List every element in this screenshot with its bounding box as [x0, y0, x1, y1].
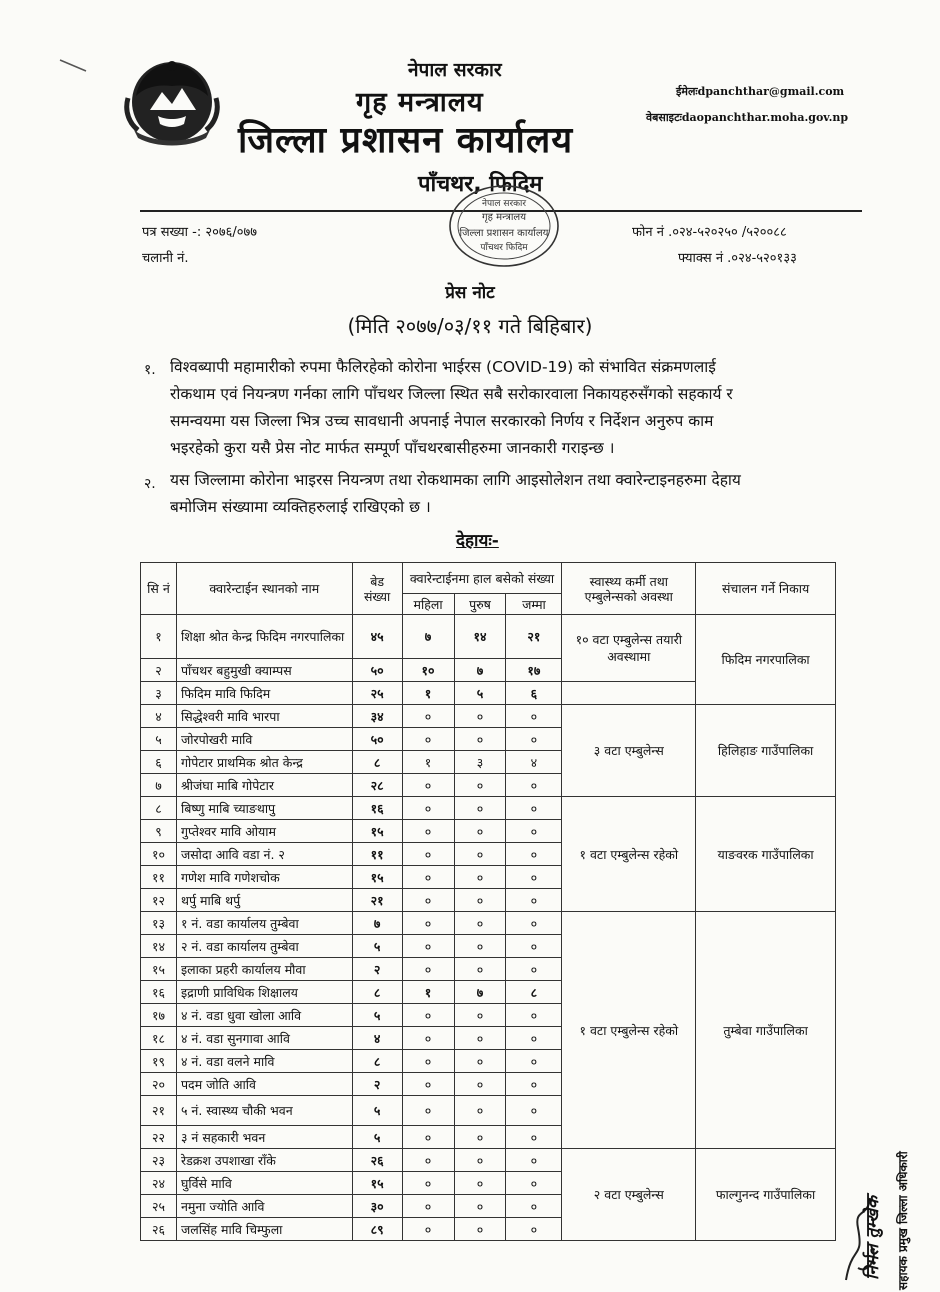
cell-female: ० [402, 1073, 454, 1096]
cell-name: बिष्णु माबि च्याङथापु [176, 797, 352, 820]
paragraph-2-line: बमोजिम संख्यामा व्यक्तिहरुलाई राखिएको छ । [170, 498, 431, 516]
cell-sn: १८ [141, 1027, 177, 1050]
cell-sn: १७ [141, 1004, 177, 1027]
cell-beds: ४५ [352, 615, 402, 659]
cell-female: ० [402, 1172, 454, 1195]
cell-male: ० [454, 705, 506, 728]
cell-total: ० [506, 843, 562, 866]
table-row [141, 912, 836, 935]
header-female: महिला [402, 594, 454, 615]
cell-female: ० [402, 843, 454, 866]
paragraph-2-number: २. [144, 476, 156, 492]
cell-beds: ३४ [352, 705, 402, 728]
header-sn: सि नं [141, 563, 177, 615]
cell-beds: ८९ [352, 1218, 402, 1241]
cell-total: ० [506, 1073, 562, 1096]
cell-total: १७ [506, 659, 562, 682]
cell-name: थर्पु माबि थर्पु [176, 889, 352, 912]
cell-female: ७ [402, 615, 454, 659]
cell-beds: ८ [352, 981, 402, 1004]
cell-total: ८ [506, 981, 562, 1004]
cell-sn: १४ [141, 935, 177, 958]
cell-female: १ [402, 981, 454, 1004]
stamp-line-4: पाँचथर फिदिम [480, 243, 528, 253]
cell-male: ३ [454, 751, 506, 774]
dispatch-number: चलानी नं. [142, 251, 189, 266]
cell-female: ० [402, 705, 454, 728]
cell-total: २१ [506, 615, 562, 659]
cell-name: इद्राणी प्राविधिक शिक्षालय [176, 981, 352, 1004]
header-health: स्वास्थ्य कर्मी तथा एम्बुलेन्सको अवस्था [562, 563, 696, 615]
cell-total: ० [506, 774, 562, 797]
cell-male: ० [454, 728, 506, 751]
cell-female: ० [402, 1149, 454, 1172]
website-line [646, 110, 848, 125]
cell-sn: ५ [141, 728, 177, 751]
cell-total: ० [506, 1218, 562, 1241]
cell-beds: १५ [352, 1172, 402, 1195]
cell-male: ० [454, 820, 506, 843]
office-name: जिल्ला प्रशासन कार्यालय [238, 120, 574, 161]
cell-female: ० [402, 889, 454, 912]
cell-sn: १५ [141, 958, 177, 981]
cell-female: ० [402, 1027, 454, 1050]
cell-total: ० [506, 1027, 562, 1050]
email-line [676, 84, 844, 99]
table-row [141, 1149, 836, 1172]
cell-beds: २ [352, 958, 402, 981]
cell-name: इलाका प्रहरी कार्यालय मौवा [176, 958, 352, 981]
cell-male: ० [454, 935, 506, 958]
cell-male: ० [454, 1195, 506, 1218]
cell-male: ० [454, 843, 506, 866]
cell-total: ४ [506, 751, 562, 774]
header-male: पुरुष [454, 594, 506, 615]
cell-sn: ३ [141, 682, 177, 705]
table-row [141, 797, 836, 820]
cell-health: १ वटा एम्बुलेन्स रहेको [562, 912, 696, 1149]
cell-total: ० [506, 866, 562, 889]
cell-name: रेडक्रश उपशाखा राँके [176, 1149, 352, 1172]
cell-male: १४ [454, 615, 506, 659]
cell-female: ० [402, 728, 454, 751]
cell-operator: याङवरक गाउँपालिका [696, 797, 836, 912]
cell-beds: २५ [352, 682, 402, 705]
cell-health: ३ वटा एम्बुलेन्स [562, 705, 696, 797]
document-date: (मिति २०७७/०३/११ गते बिहिबार) [347, 314, 593, 338]
letter-number: पत्र सख्या -: २०७६/०७७ [142, 225, 258, 240]
cell-male: ० [454, 912, 506, 935]
cell-male: ० [454, 1096, 506, 1126]
cell-female: ० [402, 820, 454, 843]
cell-male: ० [454, 866, 506, 889]
cell-female: ० [402, 1126, 454, 1149]
cell-total: ० [506, 1149, 562, 1172]
header-operator: संचालन गर्ने निकाय [696, 563, 836, 615]
cell-name: पाँचथर बहुमुखी क्याम्पस [176, 659, 352, 682]
cell-sn: ४ [141, 705, 177, 728]
signature-scribble [838, 1148, 938, 1288]
cell-female: ० [402, 1004, 454, 1027]
paragraph-2-line: यस जिल्लामा कोरोना भाइरस नियन्त्रण तथा रोकथामका लागि आइसोलेशन तथा क्वारेन्टाइनहरुमा देहाय [170, 471, 741, 489]
cell-name: सिद्धेश्वरी मावि भारपा [176, 705, 352, 728]
cell-sn: २० [141, 1073, 177, 1096]
cell-total: ० [506, 889, 562, 912]
cell-operator: फाल्गुनन्द गाउँपालिका [696, 1149, 836, 1241]
cell-total: ० [506, 820, 562, 843]
cell-male: ० [454, 1149, 506, 1172]
signature-block [838, 1148, 938, 1288]
cell-beds: २६ [352, 1149, 402, 1172]
cell-female: ० [402, 958, 454, 981]
cell-total: ० [506, 705, 562, 728]
website-address: daopanchthar.moha.gov.np [681, 111, 849, 124]
cell-male: ० [454, 889, 506, 912]
stamp-line-3: जिल्ला प्रशासन कार्यालय [459, 228, 549, 239]
cell-beds: ५ [352, 1126, 402, 1149]
cell-female: १ [402, 751, 454, 774]
cell-name: नमुना ज्योति आवि [176, 1195, 352, 1218]
cell-total: ० [506, 935, 562, 958]
stamp-line-2: गृह मन्त्रालय [481, 212, 527, 223]
cell-total: ० [506, 1004, 562, 1027]
cell-beds: ३० [352, 1195, 402, 1218]
cell-name: घुर्विसे मावि [176, 1172, 352, 1195]
cell-total: ० [506, 1195, 562, 1218]
cell-name: गणेश मावि गणेशचोक [176, 866, 352, 889]
cell-sn: ६ [141, 751, 177, 774]
paragraph-2 [170, 467, 838, 521]
cell-female: ० [402, 935, 454, 958]
cell-female: १ [402, 682, 454, 705]
annex-heading: देहायः- [456, 531, 499, 551]
cell-beds: ८ [352, 751, 402, 774]
header-total: जम्मा [506, 594, 562, 615]
cell-name: २ नं. वडा कार्यालय तुम्बेवा [176, 935, 352, 958]
cell-health-empty [562, 682, 696, 705]
cell-sn: २१ [141, 1096, 177, 1126]
cell-male: ५ [454, 682, 506, 705]
cell-total: ० [506, 1050, 562, 1073]
paragraph-1-line: समन्वयमा यस जिल्ला भित्र उच्च सावधानी अपनाई नेपाल सरकारको निर्णय र निर्देशन अनुरुप काम [170, 412, 714, 430]
cell-beds: १५ [352, 820, 402, 843]
cell-operator: हिलिहाङ गाउँपालिका [696, 705, 836, 797]
cell-male: ७ [454, 659, 506, 682]
cell-health: २ वटा एम्बुलेन्स [562, 1149, 696, 1241]
cell-beds: १६ [352, 797, 402, 820]
cell-operator: फिदिम नगरपालिका [696, 615, 836, 705]
cell-sn: २६ [141, 1218, 177, 1241]
fax-number: फ्याक्स नं .०२४-५२०१३३ [678, 251, 797, 266]
cell-name: ४ नं. वडा सुनगावा आवि [176, 1027, 352, 1050]
cell-sn: १९ [141, 1050, 177, 1073]
cell-total: ० [506, 912, 562, 935]
cell-male: ० [454, 1004, 506, 1027]
cell-name: ५ नं. स्वास्थ्य चौकी भवन [176, 1096, 352, 1126]
cell-male: ० [454, 797, 506, 820]
cell-beds: १५ [352, 866, 402, 889]
cell-beds: ५ [352, 1096, 402, 1126]
cell-male: ० [454, 1126, 506, 1149]
cell-sn: ९ [141, 820, 177, 843]
cell-beds: ५० [352, 728, 402, 751]
cell-total: ० [506, 1172, 562, 1195]
cell-sn: ११ [141, 866, 177, 889]
cell-sn: १० [141, 843, 177, 866]
paragraph-1-line: रोकथाम एवं नियन्त्रण गर्नका लागि पाँचथर जिल्ला स्थित सबै सरोकारवाला निकायहरुसँगको सहकार्य र [170, 385, 733, 403]
phone-number: फोन नं .०२४-५२०२५० /५२००८८ [632, 225, 787, 240]
cell-total: ० [506, 797, 562, 820]
cell-male: ७ [454, 981, 506, 1004]
office-location: पाँचथर, फिदिम [418, 172, 543, 197]
paragraph-1 [170, 354, 838, 462]
ministry-name: गृह मन्त्रालय [356, 87, 484, 118]
cell-female: १० [402, 659, 454, 682]
cell-total: ० [506, 1096, 562, 1126]
cell-female: ० [402, 912, 454, 935]
cell-sn: २ [141, 659, 177, 682]
cell-name: जलसिंह मावि चिम्फुला [176, 1218, 352, 1241]
cell-female: ० [402, 1050, 454, 1073]
cell-health: १ वटा एम्बुलेन्स रहेको [562, 797, 696, 912]
stamp-line-1: नेपाल सरकार [481, 199, 527, 209]
cell-sn: १ [141, 615, 177, 659]
paragraph-1-number: १. [144, 362, 156, 378]
cell-sn: १६ [141, 981, 177, 1004]
signatory-designation: सहायक प्रमुख जिल्ला अधिकारी [896, 1151, 910, 1290]
cell-beds: ५ [352, 1004, 402, 1027]
cell-sn: २३ [141, 1149, 177, 1172]
government-name: नेपाल सरकार [408, 59, 502, 81]
cell-name: पदम जोति आवि [176, 1073, 352, 1096]
cell-name: ४ नं. वडा वलने मावि [176, 1050, 352, 1073]
cell-male: ० [454, 1073, 506, 1096]
cell-sn: २५ [141, 1195, 177, 1218]
cell-name: ४ नं. वडा धुवा खोला आवि [176, 1004, 352, 1027]
cell-name: गुप्तेश्वर मावि ओयाम [176, 820, 352, 843]
nepal-emblem-icon [122, 52, 222, 148]
cell-male: ० [454, 774, 506, 797]
cell-male: ० [454, 1027, 506, 1050]
cell-beds: ८ [352, 1050, 402, 1073]
cell-female: ० [402, 1096, 454, 1126]
cell-name: श्रीजंघा माबि गोपेटार [176, 774, 352, 797]
header-beds: बेड संख्या [352, 563, 402, 615]
cell-male: ० [454, 958, 506, 981]
cell-beds: ११ [352, 843, 402, 866]
cell-female: ० [402, 866, 454, 889]
office-stamp [446, 182, 562, 270]
cell-name: गोपेटार प्राथमिक श्रोत केन्द्र [176, 751, 352, 774]
cell-name: शिक्षा श्रोत केन्द्र फिदिम नगरपालिका [176, 615, 352, 659]
quarantine-table [140, 562, 836, 1241]
cell-name: फिदिम मावि फिदिम [176, 682, 352, 705]
cell-sn: ७ [141, 774, 177, 797]
cell-male: ० [454, 1172, 506, 1195]
cell-total: ० [506, 728, 562, 751]
cell-beds: २ [352, 1073, 402, 1096]
cell-name: १ नं. वडा कार्यालय तुम्बेवा [176, 912, 352, 935]
cell-total: ६ [506, 682, 562, 705]
cell-male: ० [454, 1218, 506, 1241]
email-label: ईमेलः [676, 85, 698, 98]
cell-female: ० [402, 1195, 454, 1218]
cell-beds: २१ [352, 889, 402, 912]
cell-sn: ८ [141, 797, 177, 820]
cell-name: जोरपोखरी मावि [176, 728, 352, 751]
paragraph-1-line: भइरहेको कुरा यसै प्रेस नोट मार्फत सम्पूर्ण पाँचथरबासीहरुमा जानकारी गराइन्छ । [170, 439, 615, 457]
header-name: क्वारेन्टाईन स्थानको नाम [176, 563, 352, 615]
website-label: वेबसाइटः [646, 111, 682, 124]
cell-name: ३ नं सहकारी भवन [176, 1126, 352, 1149]
cell-sn: १२ [141, 889, 177, 912]
cell-total: ० [506, 958, 562, 981]
cell-female: ० [402, 1218, 454, 1241]
cell-female: ० [402, 774, 454, 797]
table-row [141, 615, 836, 659]
cell-female: ० [402, 797, 454, 820]
email-address: dpanchthar@gmail.com [697, 85, 845, 98]
cell-beds: २८ [352, 774, 402, 797]
header-occupancy: क्वारेन्टाईनमा हाल बसेको संख्या [402, 563, 562, 594]
cell-beds: ४ [352, 1027, 402, 1050]
paragraph-1-line: विश्वब्यापी महामारीको रुपमा फैलिरहेको कोरोना भाईरस (COVID-19) को संभावित संक्रमणलाई [170, 358, 716, 376]
cell-sn: २२ [141, 1126, 177, 1149]
cell-sn: २४ [141, 1172, 177, 1195]
cell-health: १० वटा एम्बुलेन्स तयारी अवस्थामा [562, 615, 696, 682]
cell-sn: १३ [141, 912, 177, 935]
cell-name: जसोदा आवि वडा नं. २ [176, 843, 352, 866]
table-row [141, 705, 836, 728]
pen-mark [58, 56, 88, 74]
signatory-name: निर्मल तुम्खेक [863, 1195, 883, 1280]
cell-male: ० [454, 1050, 506, 1073]
cell-operator: तुम्बेवा गाउँपालिका [696, 912, 836, 1149]
document-title: प्रेस नोट [445, 283, 495, 303]
cell-beds: ५० [352, 659, 402, 682]
cell-beds: ७ [352, 912, 402, 935]
cell-beds: ५ [352, 935, 402, 958]
cell-total: ० [506, 1126, 562, 1149]
